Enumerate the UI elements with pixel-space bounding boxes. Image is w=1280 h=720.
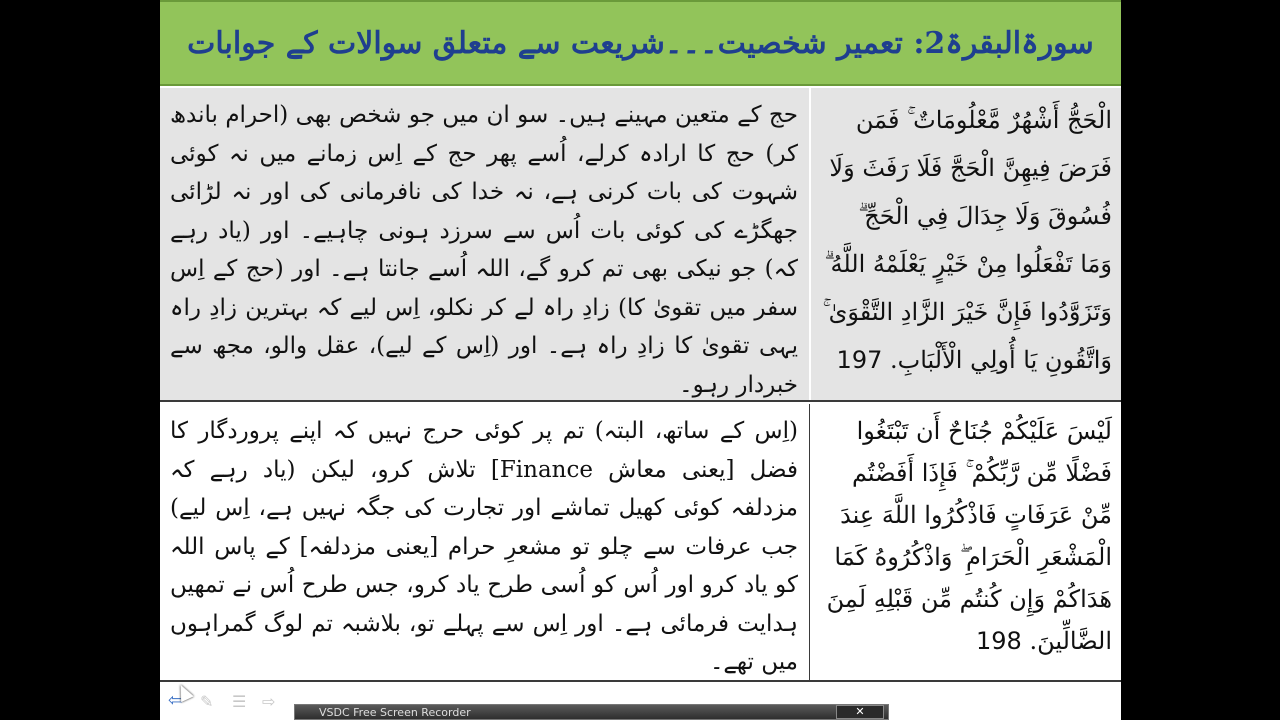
ayah-number: 197 <box>836 346 883 374</box>
arabic-verse-text: الْحَجُّ أَشْهُرٌ مَّعْلُومَاتٌ ۚ فَمَن فَرَضَ فِيهِنَّ الْحَجَّ فَلَا رَفَثَ وَلَا فُسُوقَ وَلَا جِدَالَ فِي الْحَجِّ ۗ وَمَا تَفْعَلُوا مِنْ خَيْرٍ يَعْلَمْهُ اللَّهُ ۗ وَتَزَوَّدُوا فَإِنَّ خَيْرَ الزَّادِ التَّقْوَىٰ ۚ وَاتَّقُونِ يَا أُولِي الْأَلْبَابِ. <box>822 106 1112 374</box>
urdu-translation: حج کے متعین مہینے ہیں۔ سو ان میں جو شخص بھی (احرام باندھ کر) حج کا ارادہ کرلے، اُسے پھر حج کے اِس زمانے میں نہ کوئی شہوت کی بات کرنی ہے، نہ خدا کی نافرمانی کی اور نہ لڑائی جھگڑے کی کوئی بات اُس سے سرزد ہونی چاہیے۔ اور (یاد رہے کہ) جو نیکی بھی تم کرو گے، اللہ اُسے جانتا ہے۔ اور (حج کے اِس سفر میں تقویٰ کا) زادِ راہ لے کر نکلو، اِس لیے کہ بہترین زادِ راہ یہی تقویٰ کا زادِ راہ ہے۔ اور (اِس کے لیے)، عقل والو، مجھ سے خبردار رہو۔ <box>170 102 798 398</box>
next-slide-icon[interactable]: ⇨ <box>262 692 276 711</box>
column-divider <box>809 404 810 680</box>
ayah-number: 198 <box>975 627 1022 655</box>
slide-title: سورۃالبقرۃ2: تعمیر شخصیت۔۔۔شریعت سے متعلق سوالات کے جوابات <box>187 25 1094 61</box>
slide-title-bar <box>160 0 1121 86</box>
pen-icon[interactable]: ✎ <box>200 692 214 711</box>
arabic-verse <box>820 96 1112 384</box>
verse-row-197 <box>160 88 1121 402</box>
urdu-translation: (اِس کے ساتھ، البتہ) تم پر کوئی حرج نہیں کہ اپنے پروردگار کا فضل [یعنی معاش Finance] تلاش کرو، لیکن (یاد رہے کہ مزدلفہ کوئی کھیل تماشے اور تجارت کی جگہ نہیں ہے، اِس لیے) جب عرفات سے چلو تو مشعرِ حرام [یعنی مزدلفہ] کے پاس اللہ کو یاد کرو اور اُس کو اُسی طرح یاد کرو، جس طرح اُس نے تمھیں ہدایت فرمائی ہے۔ اور اِس سے پہلے تو، بلاشبہ تم لوگ گمراہوں میں تھے۔ <box>170 418 799 675</box>
arabic-verse <box>820 410 1112 662</box>
previous-slide-icon[interactable]: ⇦ <box>168 690 184 711</box>
column-divider <box>809 88 811 400</box>
recorder-title: VSDC Free Screen Recorder <box>319 705 471 719</box>
close-button[interactable]: ✕ <box>836 705 884 719</box>
menu-icon[interactable]: ☰ <box>232 692 247 711</box>
presentation-slide <box>160 0 1121 720</box>
arabic-verse-text: لَيْسَ عَلَيْكُمْ جُنَاحٌ أَن تَبْتَغُوا فَضْلًا مِّن رَّبِّكُمْ ۚ فَإِذَا أَفَضْتُم مِّنْ عَرَفَاتٍ فَاذْكُرُوا اللَّهَ عِندَ الْمَشْعَرِ الْحَرَامِ ۖ وَاذْكُرُوهُ كَمَا هَدَاكُمْ وَإِن كُنتُم مِّن قَبْلِهِ لَمِنَ الضَّالِّينَ. <box>826 417 1112 655</box>
verse-row-198 <box>160 404 1121 682</box>
screen-recorder-window[interactable] <box>294 704 889 720</box>
